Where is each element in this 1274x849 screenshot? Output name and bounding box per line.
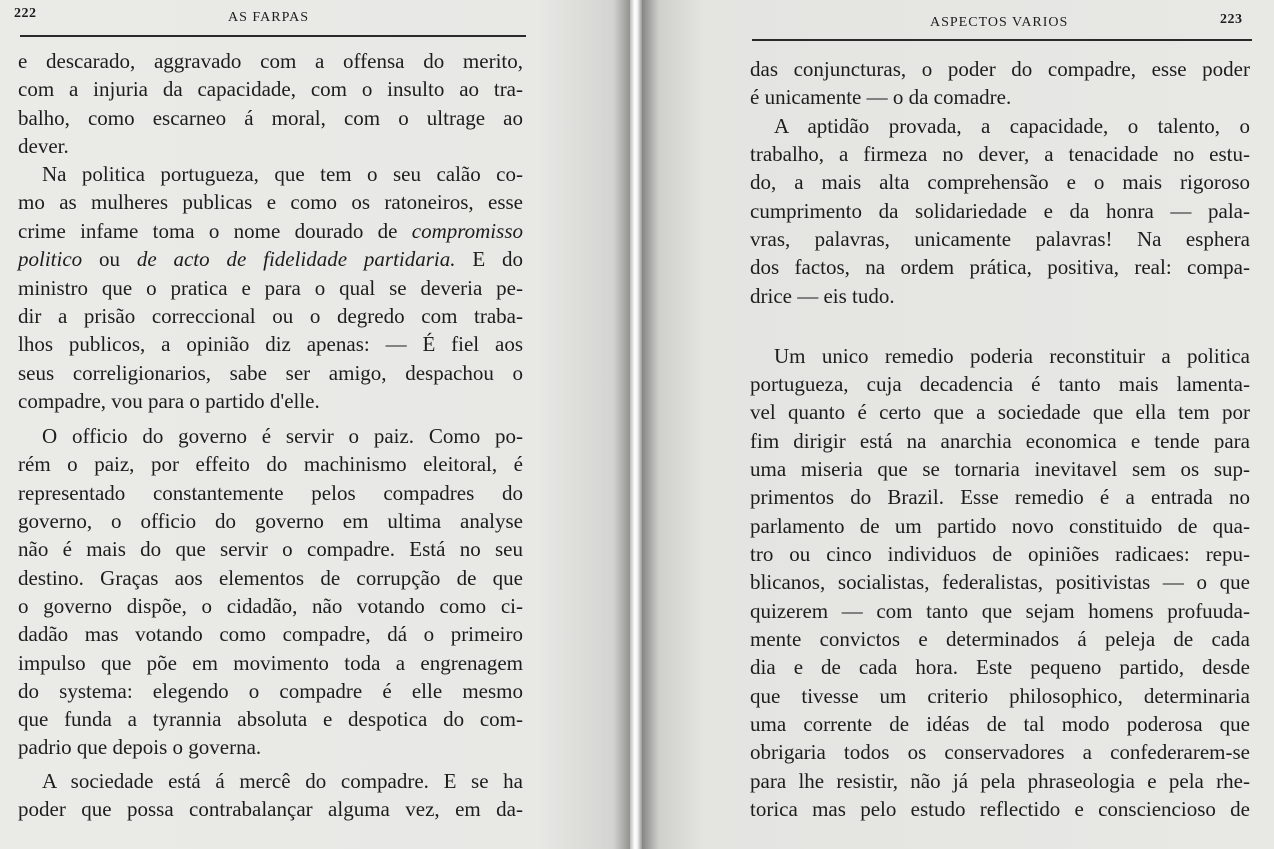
- text-line: [750, 711, 1250, 737]
- text-segment: dir a prisão correccional ou o degredo com traba-: [18, 304, 523, 328]
- text-line: [18, 331, 523, 357]
- text-segment: uma corrente de idéas de tal modo poderosa que: [750, 712, 1250, 736]
- text-segment: dos factos, na ordem prática, positiva, real: compa-: [750, 255, 1250, 279]
- italic-text: politico: [18, 247, 83, 271]
- text-segment: dia e de cada hora. Este pequeno partido, desde: [750, 655, 1250, 679]
- text-segment: trabalho, a firmeza no dever, a tenacidade no estu-: [750, 142, 1250, 166]
- text-line: [18, 565, 523, 591]
- text-segment: do, a mais alta comprehensão e o mais rigoroso: [750, 170, 1250, 194]
- text-line: [750, 141, 1250, 167]
- text-segment: ou: [82, 247, 137, 271]
- left-page: [0, 0, 632, 849]
- text-line: [18, 508, 523, 534]
- text-line: [18, 621, 523, 647]
- text-segment: portugueza, cuja decadencia é tanto mais lamenta-: [750, 372, 1250, 396]
- text-line: [750, 283, 1250, 309]
- text-segment: para lhe resistir, não já pela phraseologia e pela rhe-: [750, 769, 1250, 793]
- text-segment: blicanos, socialistas, federalistas, positivistas — o que: [750, 570, 1250, 594]
- running-head: AS FARPAS: [228, 10, 309, 25]
- text-segment: impulso que põe em movimento toda a engrenagem: [18, 651, 523, 675]
- text-line: [18, 678, 523, 704]
- text-segment: Um unico remedio poderia reconstituir a politica: [774, 344, 1250, 368]
- text-line: [750, 169, 1250, 195]
- text-segment: vel quanto é certo que a sociedade que ella tem por: [750, 400, 1250, 424]
- text-line: [750, 796, 1250, 822]
- text-segment: compadre, vou para o partido d'elle.: [18, 389, 320, 413]
- italic-text: compromisso: [411, 219, 523, 243]
- text-segment: do systema: elegendo o compadre é elle mesmo: [18, 679, 523, 703]
- text-segment: balho, como escarneo á moral, com o ultrage ao: [18, 106, 523, 130]
- text-line: [18, 650, 523, 676]
- book-gutter: [630, 0, 642, 849]
- text-line: [750, 343, 1250, 369]
- text-segment: dadão mas votando como compadre, dá o primeiro: [18, 622, 523, 646]
- text-segment: dever.: [18, 134, 69, 158]
- text-line: [18, 360, 523, 386]
- text-segment: parlamento de um partido novo constituido de qua-: [750, 514, 1250, 538]
- text-segment: é unicamente — o da comadre.: [750, 85, 1012, 109]
- text-line: [18, 593, 523, 619]
- text-segment: destino. Graças aos elementos de corrupção de que: [18, 566, 523, 590]
- page-number: 222: [14, 6, 37, 21]
- text-segment: obrigaria todos os conservadores a confederarem-se: [750, 740, 1250, 764]
- text-segment: e descarado, aggravado com a offensa do merito,: [18, 49, 523, 73]
- text-line: [18, 189, 523, 215]
- text-segment: lhos publicos, a opinião diz apenas: — É fiel aos: [18, 332, 523, 356]
- text-segment: não é mais do que servir o compadre. Está no seu: [18, 537, 523, 561]
- text-segment: A sociedade está á mercê do compadre. E se ha: [42, 769, 523, 793]
- header-rule: [20, 35, 526, 37]
- text-segment: quizerem — com tanto que sejam homens profuuda-: [750, 599, 1250, 623]
- text-segment: poder que possa contrabalançar alguma vez, em da-: [18, 797, 523, 821]
- text-segment: o governo dispõe, o cidadão, não votando como ci-: [18, 594, 523, 618]
- italic-text: de acto de fidelidade partidaria.: [136, 247, 456, 271]
- text-segment: representado constantemente pelos compadres do: [18, 481, 523, 505]
- text-line: [18, 451, 523, 477]
- text-segment: governo, o officio do governo em ultima analyse: [18, 509, 523, 533]
- text-segment: crime infame toma o nome dourado de: [18, 219, 412, 243]
- text-segment: O officio do governo é servir o paiz. Como po-: [42, 424, 523, 448]
- text-segment: tro ou cinco individuos de opiniões radicaes: repu-: [750, 542, 1250, 566]
- text-line: [18, 76, 523, 102]
- text-segment: padrio que depois o governa.: [18, 735, 262, 759]
- text-segment: drice — eis tudo.: [750, 284, 895, 308]
- text-segment: Na politica portugueza, que tem o seu calão co-: [42, 162, 523, 186]
- text-line: [18, 706, 523, 732]
- text-line: [750, 56, 1250, 82]
- text-line: [750, 513, 1250, 539]
- text-line: [750, 428, 1250, 454]
- text-line: [750, 569, 1250, 595]
- text-segment: que funda a tyrannia absoluta e despotica do com-: [18, 707, 523, 731]
- text-line: [18, 536, 523, 562]
- text-line: [18, 161, 523, 187]
- text-line: [18, 275, 523, 301]
- text-segment: ministro que o pratica e para o qual se deveria pe-: [18, 276, 523, 300]
- text-line: [750, 739, 1250, 765]
- text-line: [750, 399, 1250, 425]
- right-page: [640, 0, 1274, 849]
- text-line: [750, 654, 1250, 680]
- text-line: [18, 303, 523, 329]
- text-segment: A aptidão provada, a capacidade, o talento, o: [774, 114, 1250, 138]
- text-segment: E do: [455, 247, 523, 271]
- text-segment: primentos do Brazil. Esse remedio é a entrada no: [750, 485, 1250, 509]
- text-segment: rém o paiz, por effeito do machinismo eleitoral, é: [18, 452, 523, 476]
- text-line: [18, 133, 523, 159]
- text-line: [18, 218, 523, 244]
- text-line: [18, 768, 523, 794]
- text-segment: uma miseria que se tornaria inevitavel sem os sup-: [750, 457, 1250, 481]
- text-segment: torica mas pelo estudo reflectido e consciencioso de: [750, 797, 1250, 821]
- running-head: ASPECTOS VARIOS: [930, 15, 1069, 30]
- text-line: [750, 541, 1250, 567]
- page-number: 223: [1220, 12, 1243, 27]
- text-segment: mo as mulheres publicas e como os ratoneiros, esse: [18, 190, 523, 214]
- text-line: [750, 456, 1250, 482]
- text-line: [18, 388, 523, 414]
- text-line: [18, 796, 523, 822]
- text-line: [750, 113, 1250, 139]
- text-line: [750, 371, 1250, 397]
- text-segment: com a injuria da capacidade, com o insulto ao tra-: [18, 77, 523, 101]
- text-line: [18, 48, 523, 74]
- text-segment: vras, palavras, unicamente palavras! Na esphera: [750, 227, 1250, 251]
- text-line: [750, 198, 1250, 224]
- text-segment: mente convictos e determinados á peleja de cada: [750, 627, 1250, 651]
- text-segment: que tivesse um criterio philosophico, determinaria: [750, 684, 1250, 708]
- text-line: [18, 734, 523, 760]
- text-line: [18, 423, 523, 449]
- text-line: [750, 484, 1250, 510]
- text-line: [18, 246, 523, 272]
- text-line: [750, 683, 1250, 709]
- text-line: [750, 626, 1250, 652]
- text-segment: seus correligionarios, sabe ser amigo, despachou o: [18, 361, 523, 385]
- text-line: [18, 105, 523, 131]
- text-line: [750, 598, 1250, 624]
- text-line: [750, 254, 1250, 280]
- text-line: [750, 226, 1250, 252]
- text-segment: cumprimento da solidariedade e da honra — pala-: [750, 199, 1250, 223]
- header-rule: [752, 39, 1252, 41]
- text-segment: das conjuncturas, o poder do compadre, esse poder: [750, 57, 1250, 81]
- text-line: [18, 480, 523, 506]
- text-segment: fim dirigir está na anarchia economica e tende para: [750, 429, 1250, 453]
- text-line: [750, 768, 1250, 794]
- text-line: [750, 84, 1250, 110]
